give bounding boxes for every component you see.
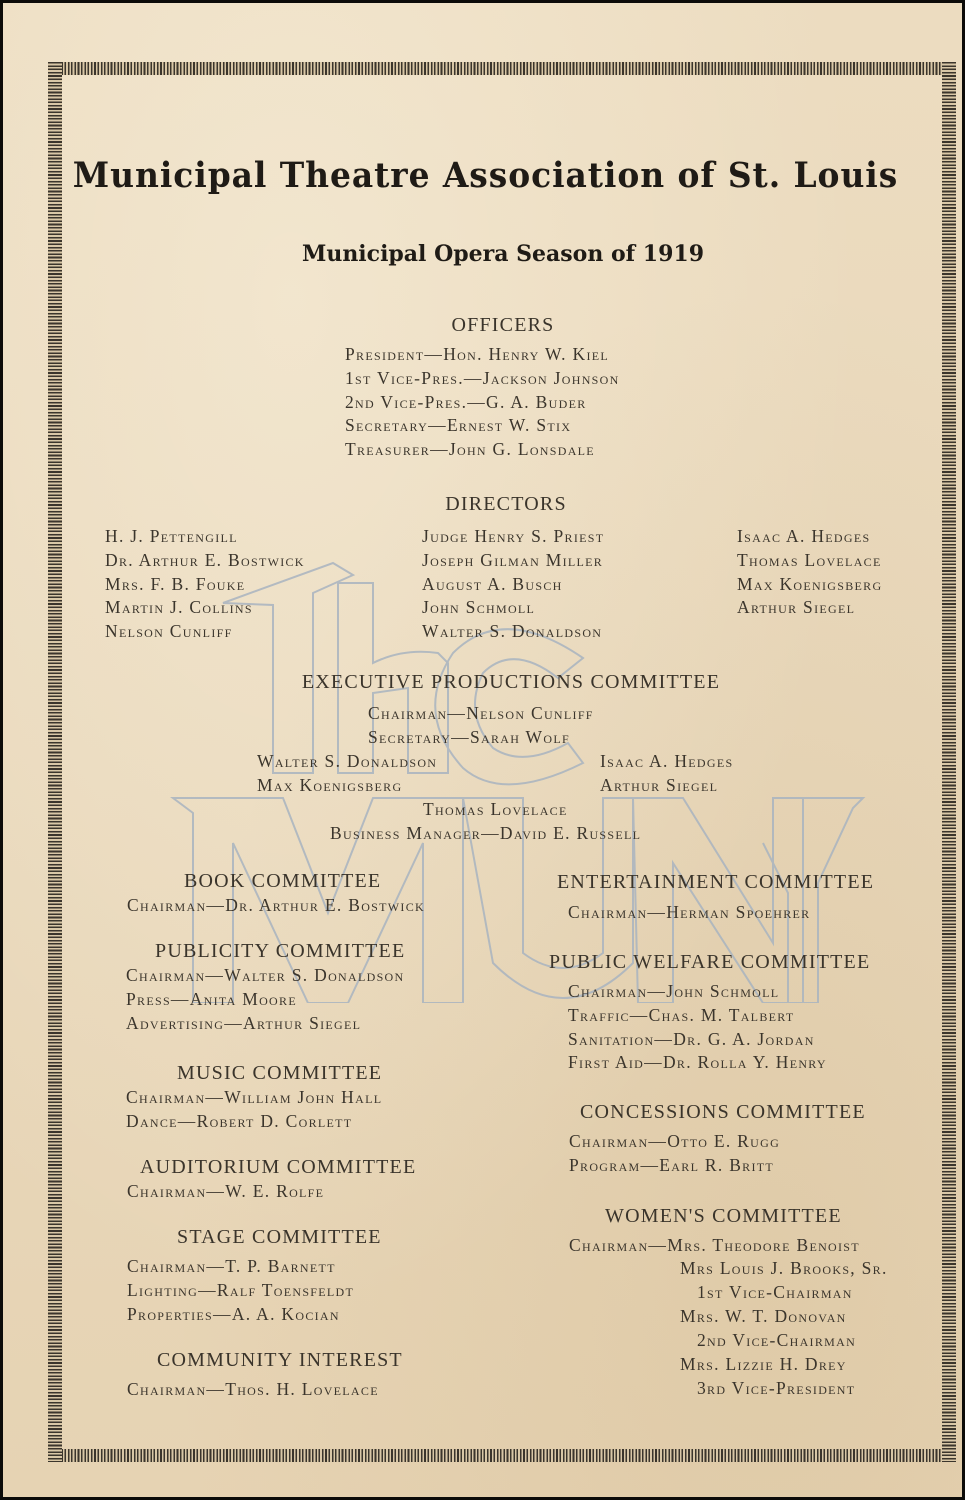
business-manager: Business Manager—David E. Russell <box>330 823 642 843</box>
frame-border-right <box>942 62 956 1462</box>
stage-committee-list <box>127 1255 354 1326</box>
committee-line: Properties—A. A. Kocian <box>127 1303 340 1324</box>
publicity-committee-list <box>126 964 404 1035</box>
officer-line: President—Hon. Henry W. Kiel <box>345 344 610 364</box>
public-welfare-committee-list <box>568 980 827 1075</box>
concessions-committee-heading: CONCESSIONS COMMITTEE <box>580 1101 866 1123</box>
music-committee-heading: MUSIC COMMITTEE <box>177 1062 383 1084</box>
officer-line: Secretary—Ernest W. Stix <box>345 415 572 436</box>
officers-list <box>345 343 620 462</box>
publicity-committee-heading: PUBLICITY COMMITTEE <box>155 940 406 962</box>
director-name: John Schmoll <box>422 597 536 618</box>
committee-line: Advertising—Arthur Siegel <box>126 1012 362 1033</box>
auditorium-committee-heading: AUDITORIUM COMMITTEE <box>140 1156 417 1178</box>
director-name: Arthur Siegel <box>737 597 856 618</box>
public-welfare-committee-heading: PUBLIC WELFARE COMMITTEE <box>549 951 871 973</box>
womens-committee-heading: WOMEN'S COMMITTEE <box>605 1205 842 1227</box>
committee-line: 2nd Vice-Chairman <box>697 1330 857 1350</box>
officer-line: 2nd Vice-Pres.—G. A. Buder <box>345 391 587 412</box>
committee-line: Chairman—John Schmoll <box>568 981 780 1001</box>
officer-line: 1st Vice-Pres.—Jackson Johnson <box>345 367 620 388</box>
concessions-committee-list <box>569 1130 780 1178</box>
director-name: Martin J. Collins <box>105 597 253 618</box>
director-name: Walter S. Donaldson <box>422 621 603 642</box>
director-name: H. J. Pettengill <box>105 526 238 546</box>
directors-column-1 <box>105 525 305 644</box>
committee-line: Mrs. Lizzie H. Drey <box>680 1354 847 1374</box>
committee-line: Chairman—Walter S. Donaldson <box>126 965 405 985</box>
frame-border-top <box>48 62 956 75</box>
executive-heading: EXECUTIVE PRODUCTIONS COMMITTEE <box>301 671 721 693</box>
director-name: Max Koenigsberg <box>737 573 883 594</box>
director-name: Joseph Gilman Miller <box>422 549 604 570</box>
program-page <box>3 3 962 1497</box>
committee-line: Chairman—Thos. H. Lovelace <box>127 1379 379 1399</box>
entertainment-committee-heading: ENTERTAINMENT COMMITTEE <box>557 871 875 893</box>
page-subtitle: Municipal Opera Season of 1919 <box>301 241 705 267</box>
committee-line: Program—Earl R. Britt <box>569 1154 775 1175</box>
director-name: Dr. Arthur E. Bostwick <box>105 549 305 570</box>
officer-line: Treasurer—John G. Lonsdale <box>345 439 595 460</box>
committee-line: Mrs Louis J. Brooks, Sr. <box>680 1258 888 1278</box>
music-committee-list <box>126 1086 382 1134</box>
committee-line: Chairman—Dr. Arthur E. Bostwick <box>127 895 425 915</box>
committee-line: Lighting—Ralf Toensfeldt <box>127 1279 355 1300</box>
committee-line: Sanitation—Dr. G. A. Jordan <box>568 1028 815 1049</box>
community-interest-heading: COMMUNITY INTEREST <box>157 1349 403 1371</box>
executive-member: Max Koenigsberg <box>257 775 403 795</box>
director-name: Thomas Lovelace <box>737 549 882 570</box>
committee-line: Traffic—Chas. M. Talbert <box>568 1004 795 1025</box>
executive-member: Arthur Siegel <box>600 775 719 795</box>
committee-line: Press—Anita Moore <box>126 988 297 1009</box>
committee-line: Chairman—T. P. Barnett <box>127 1256 336 1276</box>
frame-border-bottom <box>48 1449 956 1462</box>
page-title: Municipal Theatre Association of St. Louis <box>72 155 899 196</box>
director-name: Judge Henry S. Priest <box>422 526 605 546</box>
directors-column-3 <box>737 525 882 620</box>
executive-member: Thomas Lovelace <box>423 799 568 819</box>
executive-secretary: Secretary—Sarah Wolf <box>368 727 570 747</box>
director-name: Mrs. F. B. Fouke <box>105 573 246 594</box>
committee-line: Chairman—W. E. Rolfe <box>127 1181 325 1201</box>
stage-committee-heading: STAGE COMMITTEE <box>177 1226 382 1248</box>
executive-member: Walter S. Donaldson <box>257 751 438 771</box>
director-name: August A. Busch <box>422 573 563 594</box>
committee-line: Chairman—Otto E. Rugg <box>569 1131 781 1151</box>
director-name: Isaac A. Hedges <box>737 526 871 546</box>
director-name: Nelson Cunliff <box>105 621 233 642</box>
book-committee-heading: BOOK COMMITTEE <box>184 870 382 892</box>
committee-line: Dance—Robert D. Corlett <box>126 1110 353 1131</box>
executive-chairman: Chairman—Nelson Cunliff <box>368 703 594 723</box>
frame-border-left <box>48 62 62 1462</box>
committee-line: Mrs. W. T. Donovan <box>680 1306 847 1326</box>
womens-committee-chairman: Chairman—Mrs. Theodore Benoist <box>569 1235 860 1255</box>
committee-line: 1st Vice-Chairman <box>697 1282 853 1302</box>
directors-heading: DIRECTORS <box>445 493 567 515</box>
executive-member: Isaac A. Hedges <box>600 751 734 771</box>
officers-heading: OFFICERS <box>451 314 555 336</box>
committee-line: First Aid—Dr. Rolla Y. Henry <box>568 1052 827 1073</box>
committee-line: 3rd Vice-President <box>697 1378 856 1398</box>
directors-column-2 <box>422 525 604 644</box>
committee-line: Chairman—William John Hall <box>126 1087 383 1107</box>
committee-line: Chairman—Herman Spoehrer <box>568 902 811 922</box>
